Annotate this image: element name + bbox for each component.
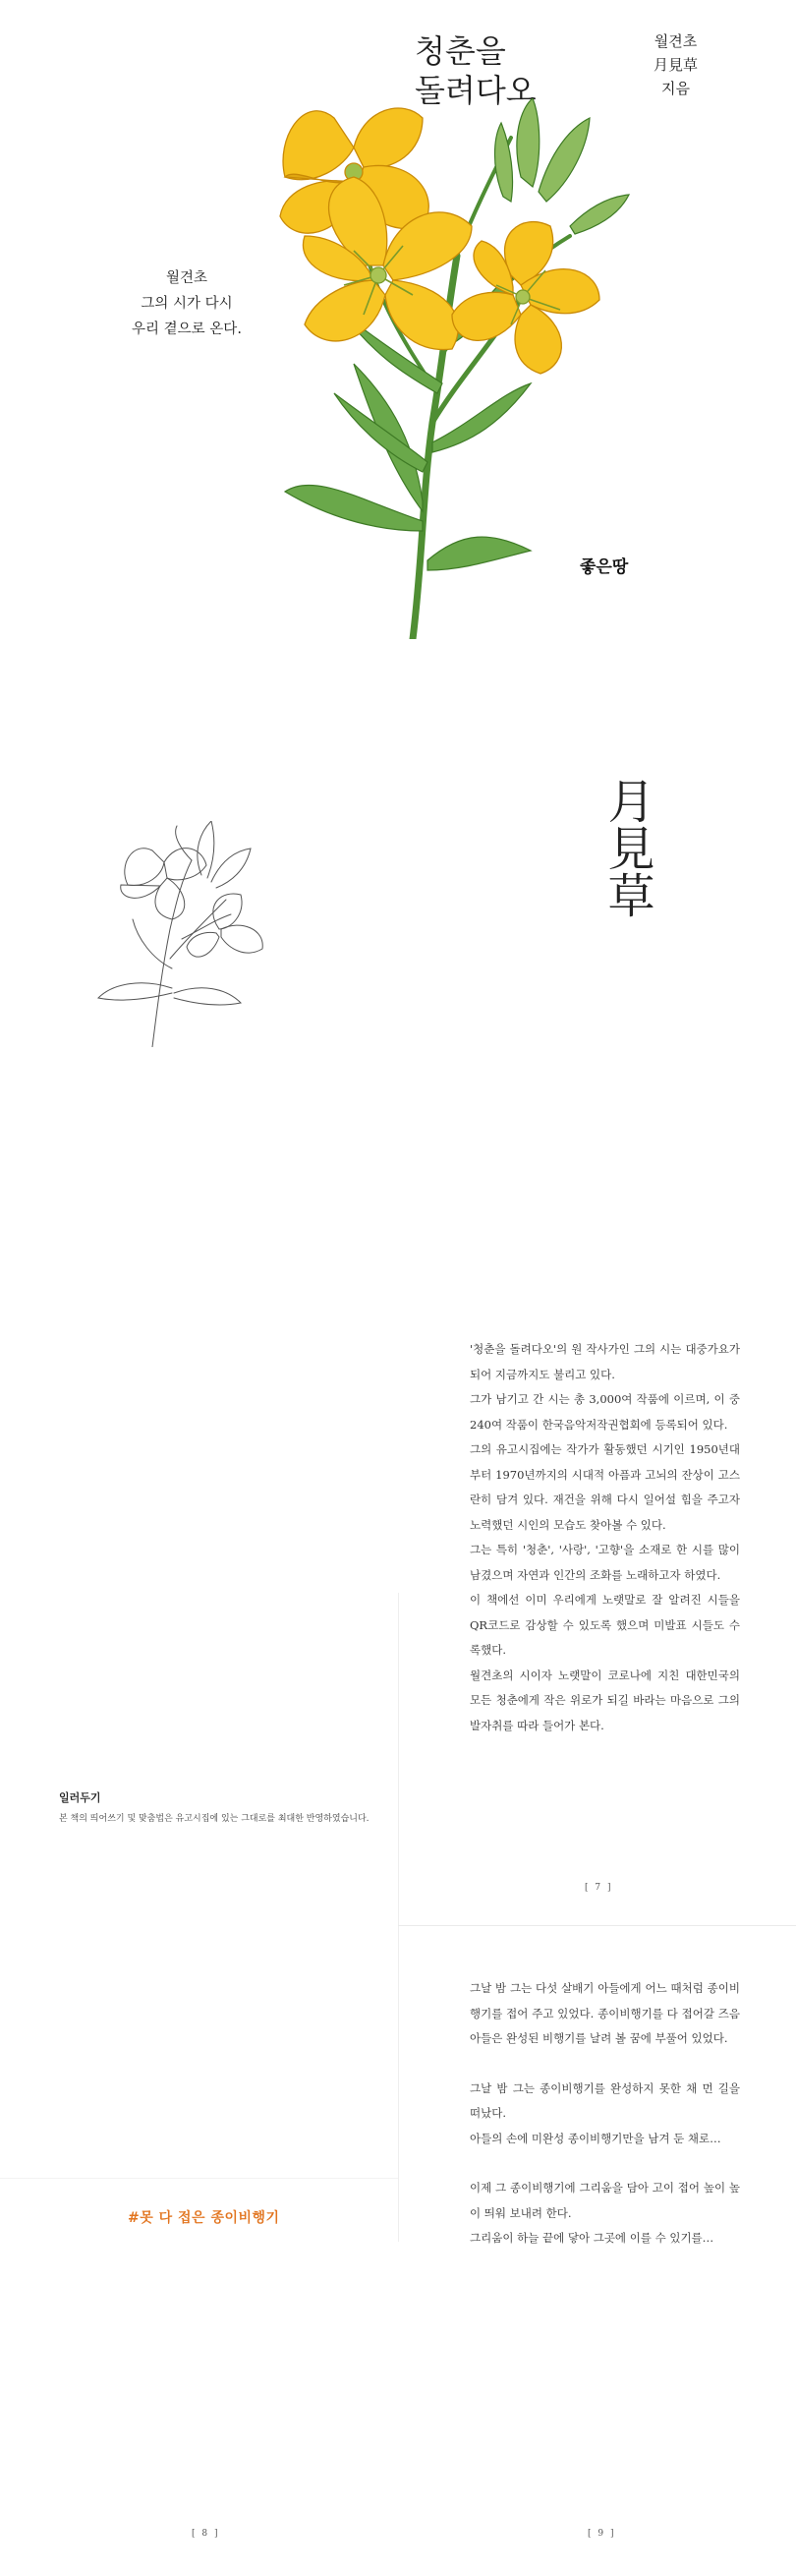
author-hanja: 月見草 [654,56,699,74]
page-divider [0,2178,398,2179]
page-divider [398,1925,796,1926]
author-name: 월견초 [654,32,698,50]
calligraphy-title [570,777,654,960]
intro-paragraph: 그의 유고시집에는 작가가 활동했던 시기인 1950년대부터 1970년까지의 시대적 아픔과 고뇌의 잔상이 고스란히 담겨 있다. 재건을 위해 다시 일어설 힘을 주고자 노력했던 시인의 모습도 찾아볼 수 있다. [470,1442,740,1532]
intro-paragraph: 월견초의 시이자 노랫말이 코로나에 지친 대한민국의 모든 청춘에게 작은 위로가 되길 바라는 마음으로 그의 발자취를 따라 들어가 본다. [470,1668,740,1732]
page-number-right: [ 9 ] [588,2529,616,2539]
tagline-line: 우리 곁으로 온다. [132,322,242,337]
poem-stanza [470,1976,740,2052]
flower-bloom-3 [452,222,599,374]
author-block [654,29,698,100]
poem-line: 그리움이 하늘 끝에 닿아 그곳에 이를 수 있기를… [470,2231,714,2245]
flower-buds [495,98,630,234]
chapter-title: #못 다 접은 종이비행기 [128,2210,280,2226]
poem-line: 아들의 손에 미완성 종이비행기만을 남겨 둔 채로… [470,2131,721,2145]
intro-text [470,1337,740,1738]
flower-sketch [93,821,280,1047]
opening-page [0,678,796,1317]
intro-paragraph: '청춘을 돌려다오'의 원 작사가인 그의 시는 대중가요가 되어 지금까지도 불리고 있다. [470,1342,740,1381]
author-role: 지음 [661,80,690,97]
book-cover [0,0,796,639]
page-number: [ 7 ] [585,1883,613,1893]
poem-line: 그날 밤 그는 종이비행기를 완성하지 못한 채 먼 길을 떠났다. [470,2080,740,2120]
notes-title: 일러두기 [59,1791,101,1804]
intro-paragraph: 그가 남기고 간 시는 총 3,000여 작품에 이르며, 이 중 240여 작품이 한국음악저작권협회에 등록되어 있다. [470,1392,740,1432]
cover-tagline [88,265,285,342]
poem-body [470,1976,740,2252]
page-number-left: [ 8 ] [192,2529,220,2539]
intro-spread [0,1298,796,1937]
poem-stanza [470,2077,740,2152]
poem-line: 그날 밤 그는 다섯 살배기 아들에게 어느 때처럼 종이비행기를 접어 주고 있었다. 종이비행기를 다 접어갈 즈음 아들은 완성된 비행기를 날려 볼 꿈에 부풀어 있었다. [470,1981,740,2045]
tagline-line: 월견초 [165,270,208,286]
calligraphy-text: 月見草 [599,777,654,918]
intro-paragraph: 이 책에선 이미 우리에게 노랫말로 잘 알려진 시들을 QR코드로 감상할 수 있도록 했으며 미발표 시들도 수록했다. [470,1593,740,1657]
tagline-line: 그의 시가 다시 [141,296,233,312]
publisher-logo: 좋은땅 [580,557,629,577]
intro-paragraph: 그는 특히 '청춘', '사랑', '고향'을 소재로 한 시를 많이 남겼으며 자연과 인간의 조화를 노래하고자 하였다. [470,1543,740,1582]
poem-line: 이제 그 종이비행기에 그리움을 담아 고이 접어 높이 높이 띄워 보내려 한다. [470,2181,740,2220]
poem-stanza [470,2176,740,2252]
page-gutter [398,1593,399,2242]
book-title-line-1: 청춘을 [415,32,506,70]
notes-text: 본 책의 띄어쓰기 및 맞춤법은 유고시집에 있는 그대로를 최대한 반영하였습니다. [59,1814,370,1824]
book-title-line-2: 돌려다오 [415,72,537,109]
